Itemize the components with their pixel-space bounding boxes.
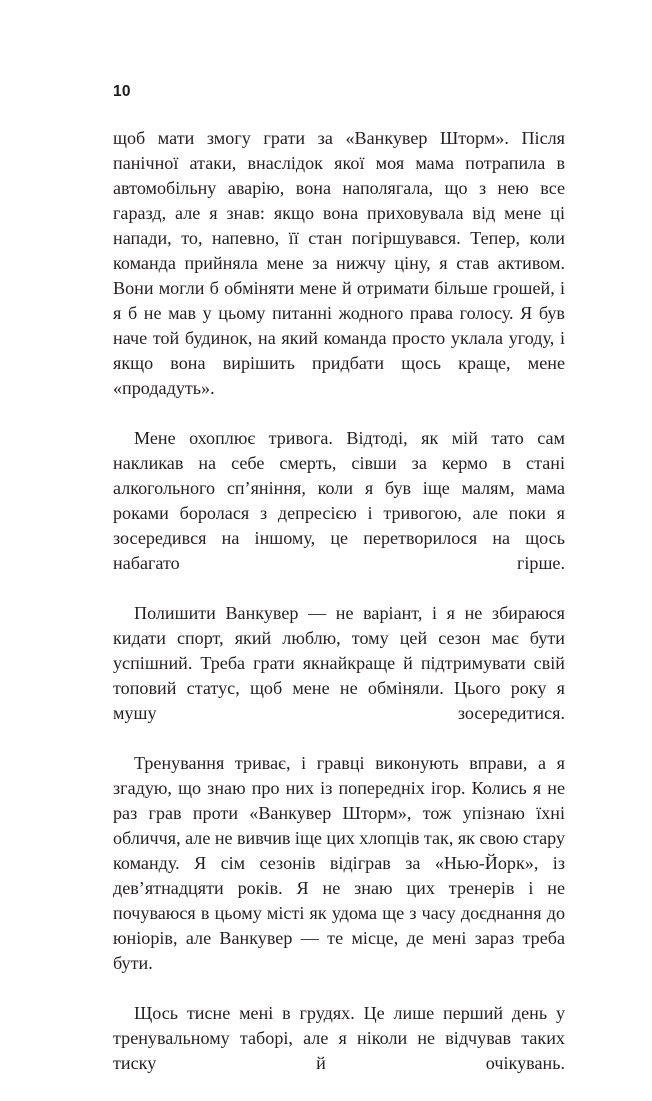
- page-number: 10: [113, 83, 131, 100]
- paragraph: щоб мати змогу грати за «Ванкувер Шторм». Після панічної атаки, внаслідок якої моя мама потрапила в автомобільну аварію, вона наполягала, що з нею все гаразд, але я знав: якщо вона приховувала від мене ці напади, то, напевно, її стан погіршувався. Тепер, коли команда прийняла мене за нижчу ціну, я став активом. Вони могли б обміняти мене й отримати більше грошей, і я б не мав у цьому питанні жодного права голосу. Я був наче той будинок, на який команда просто уклала угоду, і якщо вона вирішить придбати щось краще, мене «продадуть».: [113, 128, 565, 398]
- paragraph: Щось тисне мені в грудях. Це лише перший день у тренувальному таборі, але я ніколи не відчував таких тиску й очікувань.: [113, 1003, 565, 1073]
- paragraph: Мене охоплює тривога. Відтоді, як мій тато сам накликав на себе смерть, сівши за кермо в стані алкогольного сп’яніння, коли я був іще малям, мама роками боролася з депресією і тривогою, але поки я зосередився на іншому, це перетворилося на щось набагато гірше.: [113, 428, 565, 573]
- body-text-block: [113, 126, 565, 1101]
- paragraph: Полишити Ванкувер — не варіант, і я не збираюся кидати спорт, який люблю, тому цей сезон має бути успішний. Треба грати якнайкраще й підтримувати свій топовий статус, щоб мене не обміняли. Цього року я мушу зосередитися.: [113, 603, 565, 723]
- paragraph: Тренування триває, і гравці виконують вправи, а я згадую, що знаю про них із попередніх ігор. Колись я не раз грав проти «Ванкувер Шторм», тож упізнаю їхні обличчя, але не вивчив іще цих хлопців так, як свою стару команду. Я сім сезонів відіграв за «Нью-Йорк», із дев’ятнадцяти років. Я не знаю цих тренерів і не почуваюся в цьому місті як удома ще з часу доєднання до юніорів, але Ванкувер — те місце, де мені зараз треба бути.: [113, 753, 565, 973]
